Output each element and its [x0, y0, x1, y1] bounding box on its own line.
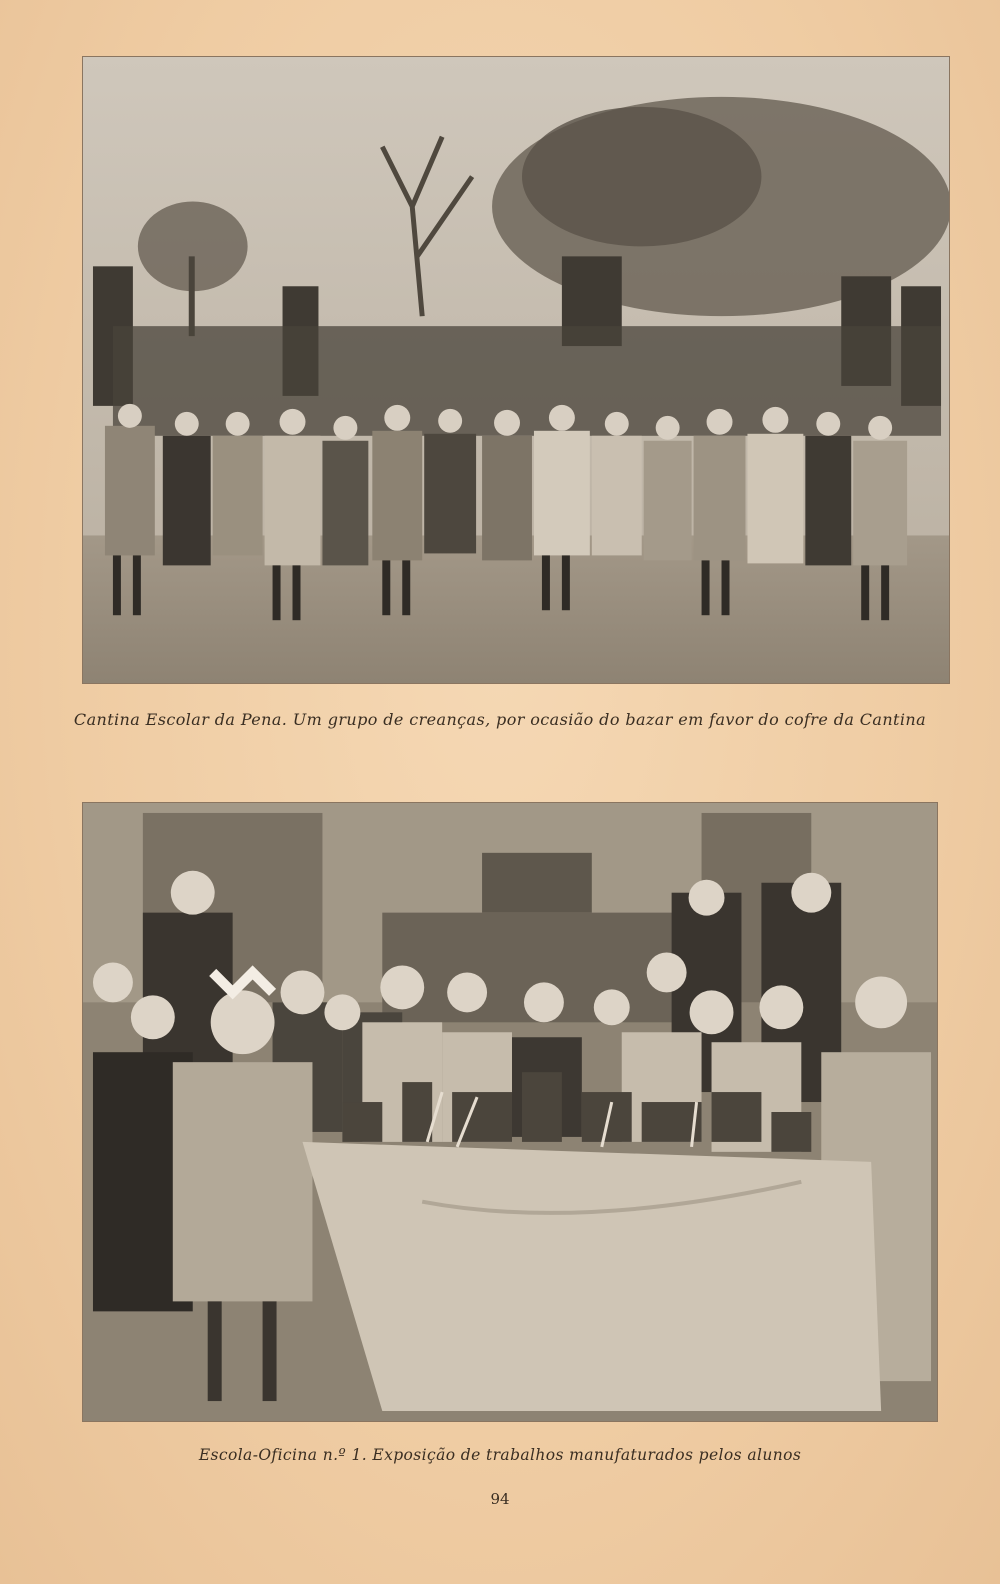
page-number: 94 — [490, 1490, 510, 1508]
photo-workshop-exhibition — [82, 802, 938, 1422]
photo-children-group-image — [83, 57, 949, 683]
photo-workshop-exhibition-image — [83, 803, 937, 1421]
photo-caption-bottom: Escola-Oficina n.º 1. Exposição de trabalhos manufaturados pelos alunos — [198, 1446, 802, 1464]
photo-children-group — [82, 56, 950, 684]
photo-caption-top: Cantina Escolar da Pena. Um grupo de creanças, por ocasião do bazar em favor do cofre da Cantina — [73, 710, 927, 729]
